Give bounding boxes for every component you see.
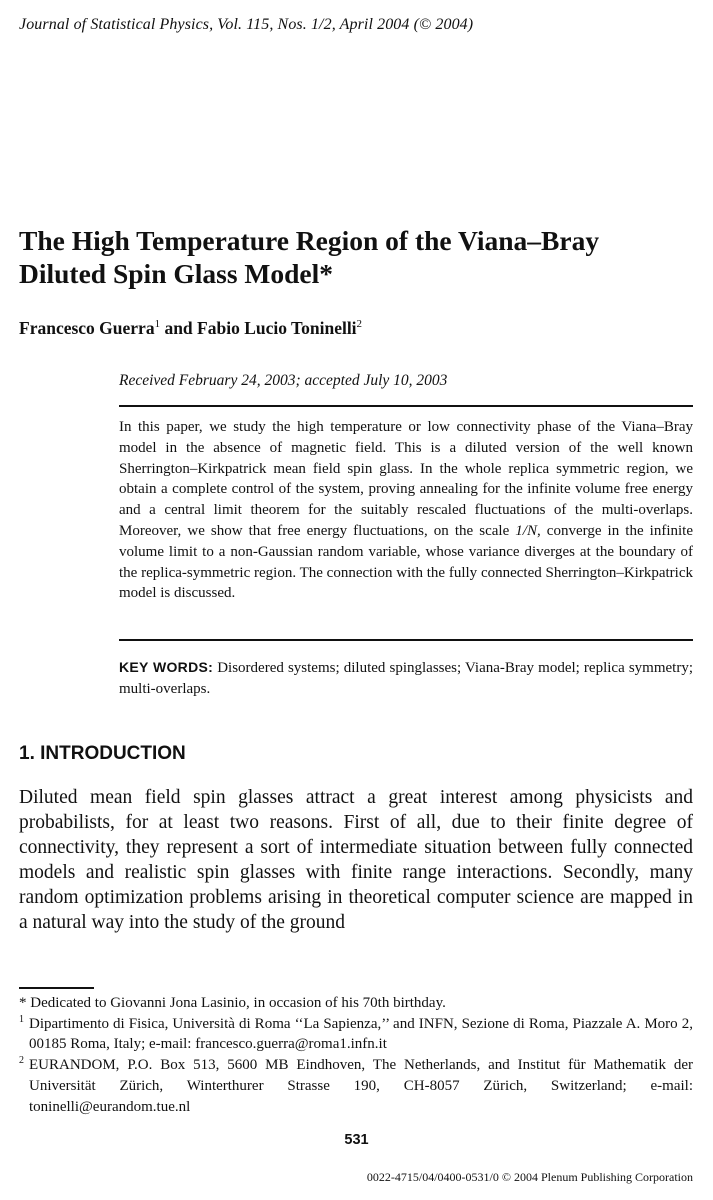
footnote-mark: 2 [19,1055,24,1067]
footnote-mark: * [19,995,27,1011]
copyright-line: 0022-4715/04/0400-0531/0 © 2004 Plenum Publishing Corporation [366,1170,693,1184]
author-affiliation-mark-2: 2 [356,318,363,330]
article-title-line-2: Diluted Spin Glass Model* [19,258,334,289]
author-joiner: and [160,318,198,338]
section-body-text: Diluted mean field spin glasses attract a great interest among physicists and probabilists, for at least two reasons. First of all, due to their finite degree of connectivity, they represent a sort of intermediate situation between fully connected models and realistic spin glasses with finite range interactions. Secondly, many random optimization problems arising in theoretical computer science are mapped in a natural way into the study of the ground [19,787,693,933]
abstract [119,417,693,604]
author-name-2: Fabio Lucio Toninelli [197,318,357,338]
keywords-label: KEY WORDS: [119,659,214,675]
article-title [19,224,699,290]
abstract-text-part-1: In this paper, we study the high temperature or low connectivity phase of the Viana–Bray model in the absence of magnetic field. This is a diluted version of the well known Sherrington–Kirkpatrick mean field spin glass. In the whole replica symmetric region, we obtain a complete control of the system, proving annealing for the infinite volume free energy and a central limit theorem for the suitably rescaled fluctuations of the multi-overlaps. Moreover, we show that free energy fluctuations, on the scale [119,419,693,539]
author-name-1: Francesco Guerra [19,318,155,338]
journal-header: Journal of Statistical Physics, Vol. 115, Nos. 1/2, April 2004 (© 2004) [19,16,474,33]
section-heading: 1. INTRODUCTION [19,743,186,764]
footnote-text: EURANDOM, P.O. Box 513, 5600 MB Eindhoven, The Netherlands, and Institut für Mathematik der Universität Zürich, Winterthurer Strasse 190, CH-8057 Zürich, Switzerland; e-mail: toninelli@eurandom.tue.nl [29,1057,693,1115]
author-line [19,318,362,339]
abstract-text-part-2: , converge in the infinite volume limit to a non-Gaussian random variable, whose variance diverges at the boundary of the replica-symmetric region. The connection with the fully connected Sherrington–Kirkpatrick model is discussed. [119,522,693,602]
abstract-math-scale: 1/N [515,522,537,539]
received-dates: Received February 24, 2003; accepted July 10, 2003 [119,372,448,389]
keywords-text: Disordered systems; diluted spinglasses; Viana-Bray model; replica symmetry; multi-overlaps. [119,660,693,697]
footnote-rule [19,987,94,989]
footnote-mark: 1 [19,1013,24,1025]
page-number: 531 [344,1132,369,1148]
footnotes [19,993,693,1117]
abstract-top-rule [119,405,693,407]
footnote-dedication [19,993,693,1014]
footnote-affiliation-2 [19,1055,693,1117]
keywords [119,657,693,700]
abstract-bottom-rule [119,639,693,641]
author-affiliation-mark-1: 1 [154,318,161,330]
article-title-line-1: The High Temperature Region of the Viana–Bray [19,225,600,256]
footnote-affiliation-1 [19,1014,693,1055]
footnote-text: Dedicated to Giovanni Jona Lasinio, in occasion of his 70th birthday. [30,995,446,1011]
footnote-text: Dipartimento di Fisica, Università di Roma ‘‘La Sapienza,’’ and INFN, Sezione di Roma, Piazzale A. Moro 2, 00185 Roma, Italy; e-mail: francesco.guerra@roma1.infn.it [29,1015,693,1053]
